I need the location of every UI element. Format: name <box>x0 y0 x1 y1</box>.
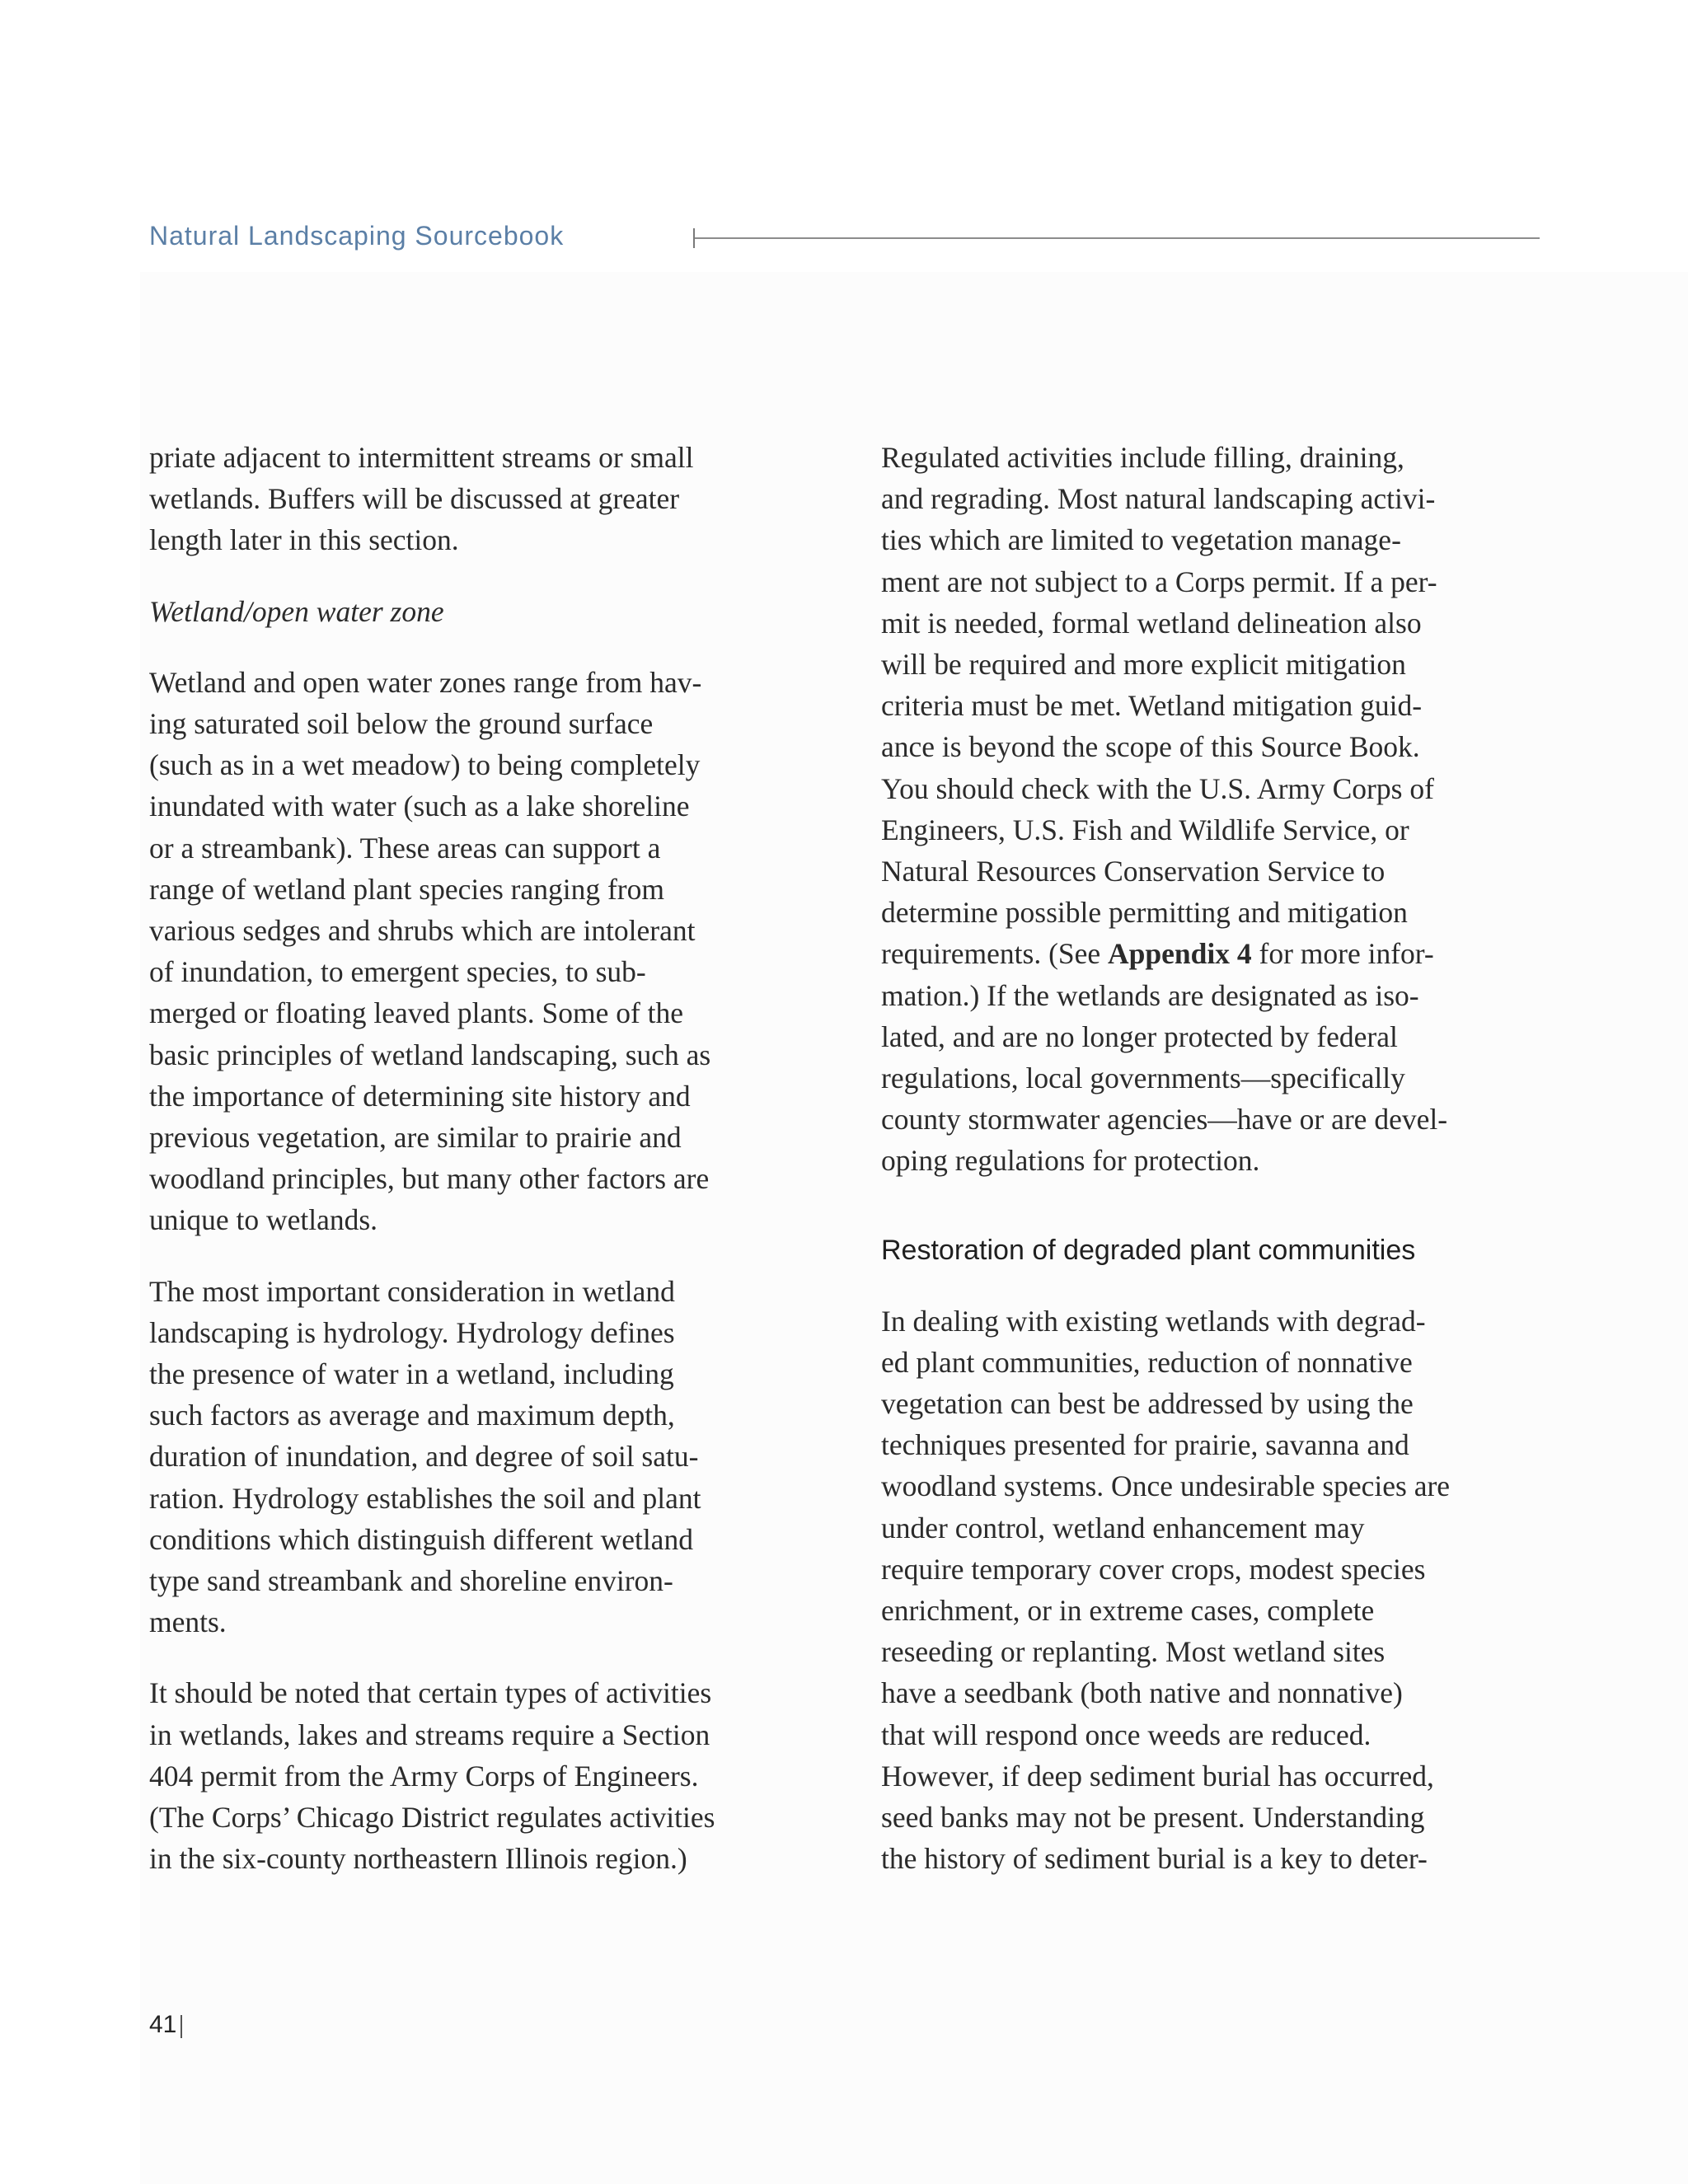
left-paragraph-4 <box>149 1672 809 1879</box>
text-line: (The Corps’ Chicago District regulates activities <box>149 1801 715 1835</box>
text-line: require temporary cover crops, modest species <box>881 1552 1426 1586</box>
text-line: The most important consideration in wetland <box>149 1274 675 1308</box>
text-line: county stormwater agencies—have or are devel- <box>881 1103 1448 1137</box>
text-line: ties which are limited to vegetation manage- <box>881 523 1401 557</box>
header-rule <box>695 237 1540 239</box>
text-line: ments. <box>149 1605 227 1639</box>
text-line: ment are not subject to a Corps permit. If a per- <box>881 565 1437 598</box>
appendix-4-reference: Appendix 4 <box>1108 937 1252 971</box>
text-line: duration of inundation, and degree of soil satu- <box>149 1440 699 1474</box>
right-paragraph-2 <box>881 1301 1540 1880</box>
text-line: under control, wetland enhancement may <box>881 1511 1365 1544</box>
text-line: inundated with water (such as a lake shoreline <box>149 790 690 823</box>
text-line: the history of sediment burial is a key to deter- <box>881 1842 1428 1876</box>
text-line: type sand streambank and shoreline environ- <box>149 1564 673 1598</box>
text-line: Natural Resources Conservation Service to <box>881 855 1386 888</box>
left-column <box>149 437 809 1910</box>
text-line: that will respond once weeds are reduced. <box>881 1718 1372 1751</box>
text-line: and regrading. Most natural landscaping activi- <box>881 482 1436 516</box>
text-fragment: for more infor- <box>1251 937 1434 971</box>
text-line: in wetlands, lakes and streams require a Section <box>149 1718 710 1751</box>
text-line: such factors as average and maximum depth, <box>149 1399 675 1432</box>
text-line: In dealing with existing wetlands with degrad- <box>881 1304 1426 1338</box>
text-line: wetlands. Buffers will be discussed at greater <box>149 482 680 516</box>
right-paragraph-1 <box>881 437 1540 1182</box>
left-paragraph-1 <box>149 437 809 561</box>
text-line: range of wetland plant species ranging from <box>149 872 664 906</box>
text-line: regulations, local governments—specifically <box>881 1062 1405 1095</box>
text-line: woodland principles, but many other factors are <box>149 1162 710 1196</box>
text-fragment: requirements. (See <box>881 937 1109 971</box>
text-line: conditions which distinguish different wetland <box>149 1522 693 1556</box>
text-line: mation.) If the wetlands are designated as iso- <box>881 978 1419 1012</box>
section-heading-restoration: Restoration of degraded plant communities <box>881 1234 1416 1266</box>
text-line: enrichment, or in extreme cases, complete <box>881 1594 1375 1628</box>
text-line: ance is beyond the scope of this Source Book. <box>881 730 1420 764</box>
text-line: seed banks may not be present. Understanding <box>881 1801 1425 1835</box>
text-line: (such as in a wet meadow) to being completely <box>149 748 701 782</box>
text-line: Engineers, U.S. Fish and Wildlife Service, or <box>881 813 1409 846</box>
text-line: 404 permit from the Army Corps of Engineers. <box>149 1759 699 1793</box>
text-line: Regulated activities include filling, draining, <box>881 441 1404 474</box>
text-line: or a streambank). These areas can support a <box>149 831 661 865</box>
text-line: merged or floating leaved plants. Some of the <box>149 996 684 1030</box>
text-line: vegetation can best be addressed by using the <box>881 1387 1414 1421</box>
text-line: in the six-county northeastern Illinois region.) <box>149 1842 687 1876</box>
page-number-bar <box>181 2015 182 2038</box>
text-line: determine possible permitting and mitigation <box>881 896 1408 930</box>
left-paragraph-3 <box>149 1271 809 1643</box>
text-line: techniques presented for prairie, savanna and <box>881 1428 1409 1462</box>
text-line: the presence of water in a wetland, including <box>149 1357 674 1391</box>
text-line: will be required and more explicit mitigation <box>881 648 1406 682</box>
text-line: mit is needed, formal wetland delineation also <box>881 606 1422 640</box>
text-line: various sedges and shrubs which are intolerant <box>149 914 696 948</box>
subheading-wetland-open-water-zone: Wetland/open water zone <box>149 594 444 628</box>
text-line: lated, and are no longer protected by federal <box>881 1019 1398 1053</box>
text-line: unique to wetlands. <box>149 1203 378 1237</box>
text-line: ration. Hydrology establishes the soil and plant <box>149 1481 701 1515</box>
text-line: ing saturated soil below the ground surface <box>149 707 654 741</box>
text-line: However, if deep sediment burial has occurred, <box>881 1759 1434 1793</box>
page-number: 41 <box>149 2011 177 2038</box>
text-line: ed plant communities, reduction of nonnative <box>881 1345 1413 1379</box>
text-line: have a seedbank (both native and nonnative) <box>881 1676 1403 1710</box>
right-column <box>881 437 1540 1910</box>
text-line: basic principles of wetland landscaping, such as <box>149 1038 711 1071</box>
text-line: oping regulations for protection. <box>881 1144 1260 1178</box>
text-line: priate adjacent to intermittent streams or small <box>149 441 694 474</box>
left-paragraph-2 <box>149 662 809 1241</box>
text-line: Wetland and open water zones range from hav- <box>149 665 702 699</box>
text-line-appendix-reference <box>881 933 1540 974</box>
text-line: previous vegetation, are similar to prairie and <box>149 1121 682 1155</box>
text-line: You should check with the U.S. Army Corps of <box>881 771 1434 805</box>
text-line: woodland systems. Once undesirable species are <box>881 1469 1451 1503</box>
text-line: the importance of determining site history and <box>149 1079 691 1113</box>
text-line: reseeding or replanting. Most wetland sites <box>881 1635 1386 1669</box>
text-line: landscaping is hydrology. Hydrology defines <box>149 1315 675 1349</box>
running-header-title: Natural Landscaping Sourcebook <box>149 221 565 251</box>
text-line: of inundation, to emergent species, to sub- <box>149 955 646 989</box>
text-line: criteria must be met. Wetland mitigation guid- <box>881 689 1423 723</box>
text-line: length later in this section. <box>149 523 459 557</box>
text-line: It should be noted that certain types of activities <box>149 1676 712 1710</box>
